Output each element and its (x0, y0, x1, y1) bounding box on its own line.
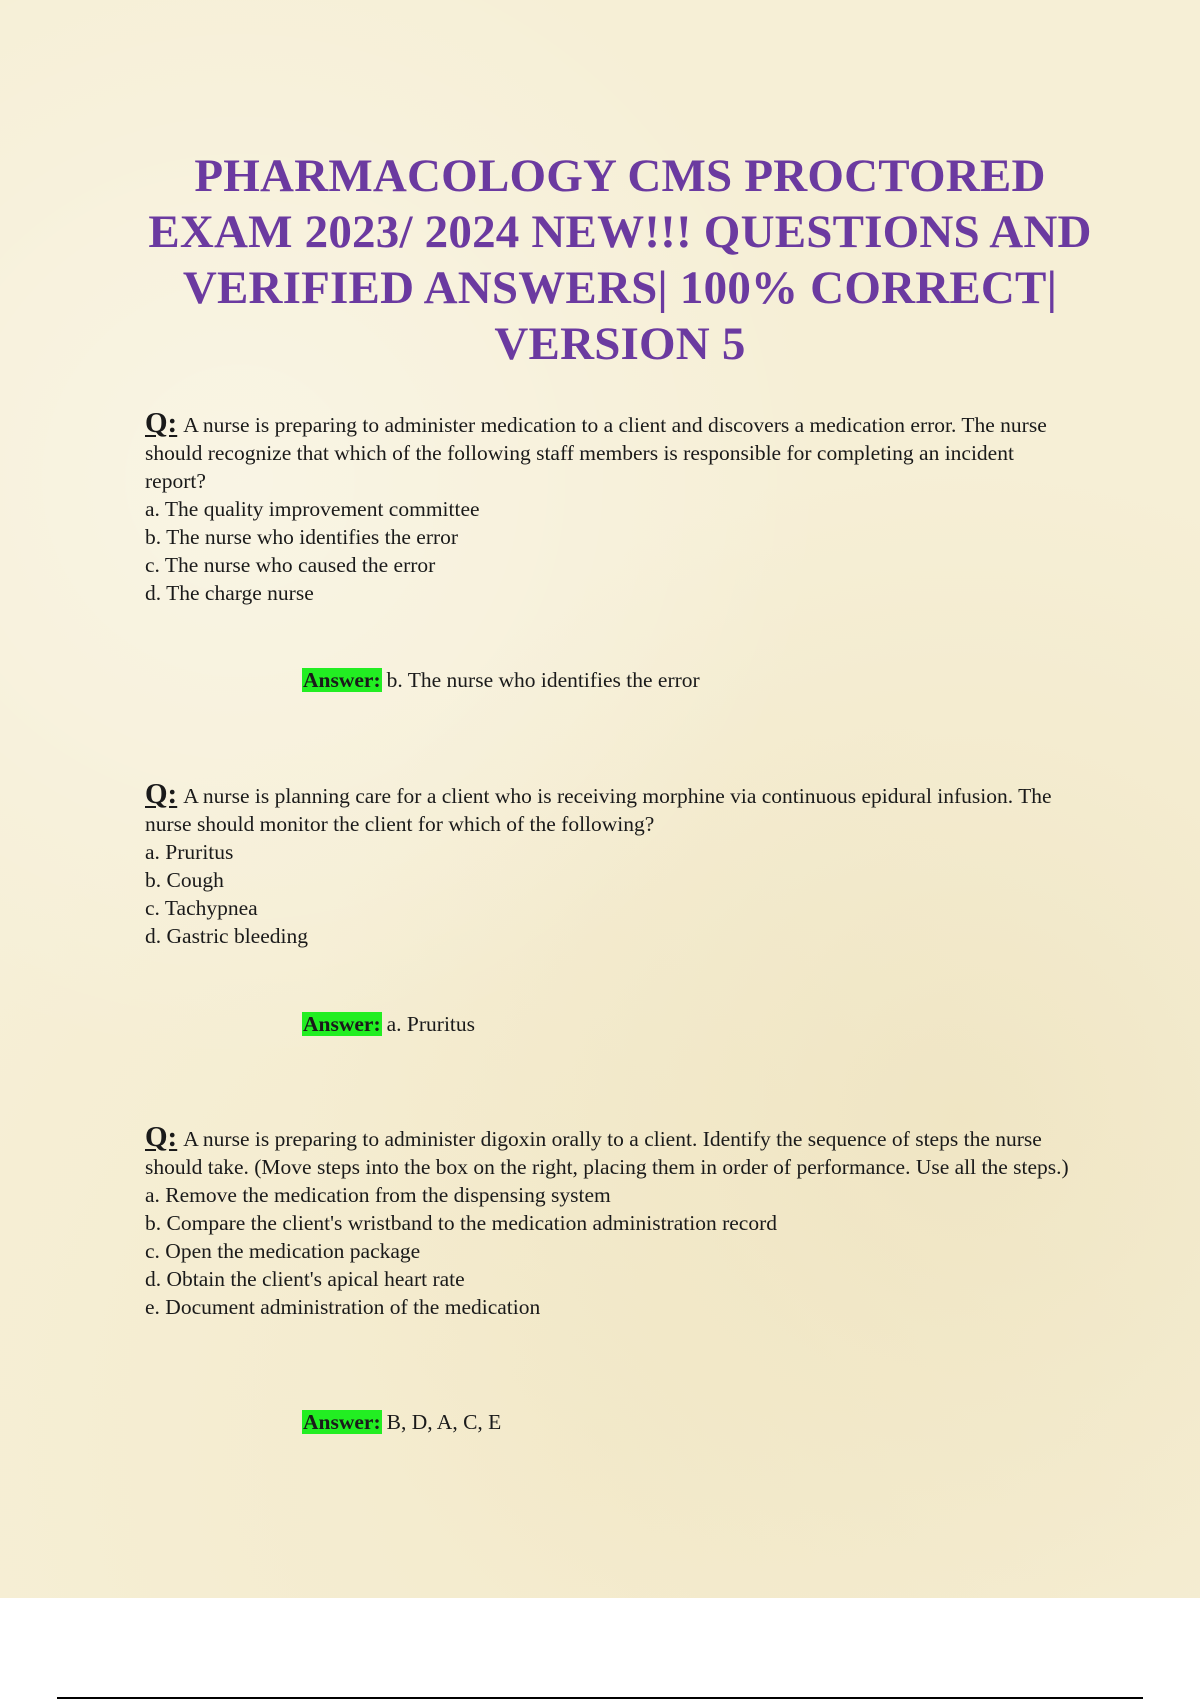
answer-line-1 (302, 666, 700, 694)
question-block-2 (145, 780, 1070, 950)
answer-line-2 (302, 1010, 475, 1038)
question-label: Q: (145, 1121, 178, 1153)
option-list (145, 495, 1070, 607)
option-item: c. The nurse who caused the error (145, 553, 436, 577)
question-label: Q: (145, 778, 178, 810)
question-block-3 (145, 1123, 1070, 1321)
question-stem: A nurse is preparing to administer digoxin orally to a client. Identify the sequence of steps the nurse should take. (Move steps into the box on the right, placing them in order of performance. Use all the steps.) (145, 1127, 1069, 1179)
option-list (145, 1181, 1070, 1321)
option-item: b. Cough (145, 868, 224, 892)
option-item: d. The charge nurse (145, 581, 314, 605)
option-item: a. Remove the medication from the dispensing system (145, 1183, 611, 1207)
option-item: c. Open the medication package (145, 1239, 421, 1263)
answer-text: a. Pruritus (386, 1012, 476, 1036)
option-list (145, 838, 1070, 950)
answer-line-3 (302, 1408, 501, 1436)
answer-text: b. The nurse who identifies the error (386, 668, 700, 692)
answer-text: B, D, A, C, E (386, 1410, 502, 1434)
question-stem: A nurse is preparing to administer medication to a client and discovers a medication error. The nurse should recognize that which of the following staff members is responsible for completing an incident report? (145, 413, 1047, 493)
document-title: PHARMACOLOGY CMS PROCTORED EXAM 2023/ 2024 NEW!!! QUESTIONS AND VERIFIED ANSWERS| 100% CORRECT| VERSION 5 (148, 150, 1092, 370)
option-item: c. Tachypnea (145, 896, 258, 920)
question-stem: A nurse is planning care for a client who is receiving morphine via continuous epidural infusion. The nurse should monitor the client for which of the following? (145, 784, 1052, 836)
option-item: d. Obtain the client's apical heart rate (145, 1267, 465, 1291)
page-divider (57, 1697, 1143, 1699)
option-item: a. The quality improvement committee (145, 497, 480, 521)
option-item: a. Pruritus (145, 840, 234, 864)
option-item: d. Gastric bleeding (145, 924, 308, 948)
question-text (145, 409, 1070, 495)
option-item: b. The nurse who identifies the error (145, 525, 459, 549)
question-text (145, 1123, 1070, 1181)
answer-label: Answer: (303, 668, 381, 692)
question-label: Q: (145, 407, 178, 439)
question-text (145, 780, 1070, 838)
option-item: b. Compare the client's wristband to the medication administration record (145, 1211, 777, 1235)
answer-label: Answer: (303, 1410, 381, 1434)
option-item: e. Document administration of the medication (145, 1295, 541, 1319)
question-block-1 (145, 409, 1070, 607)
answer-label: Answer: (303, 1012, 381, 1036)
